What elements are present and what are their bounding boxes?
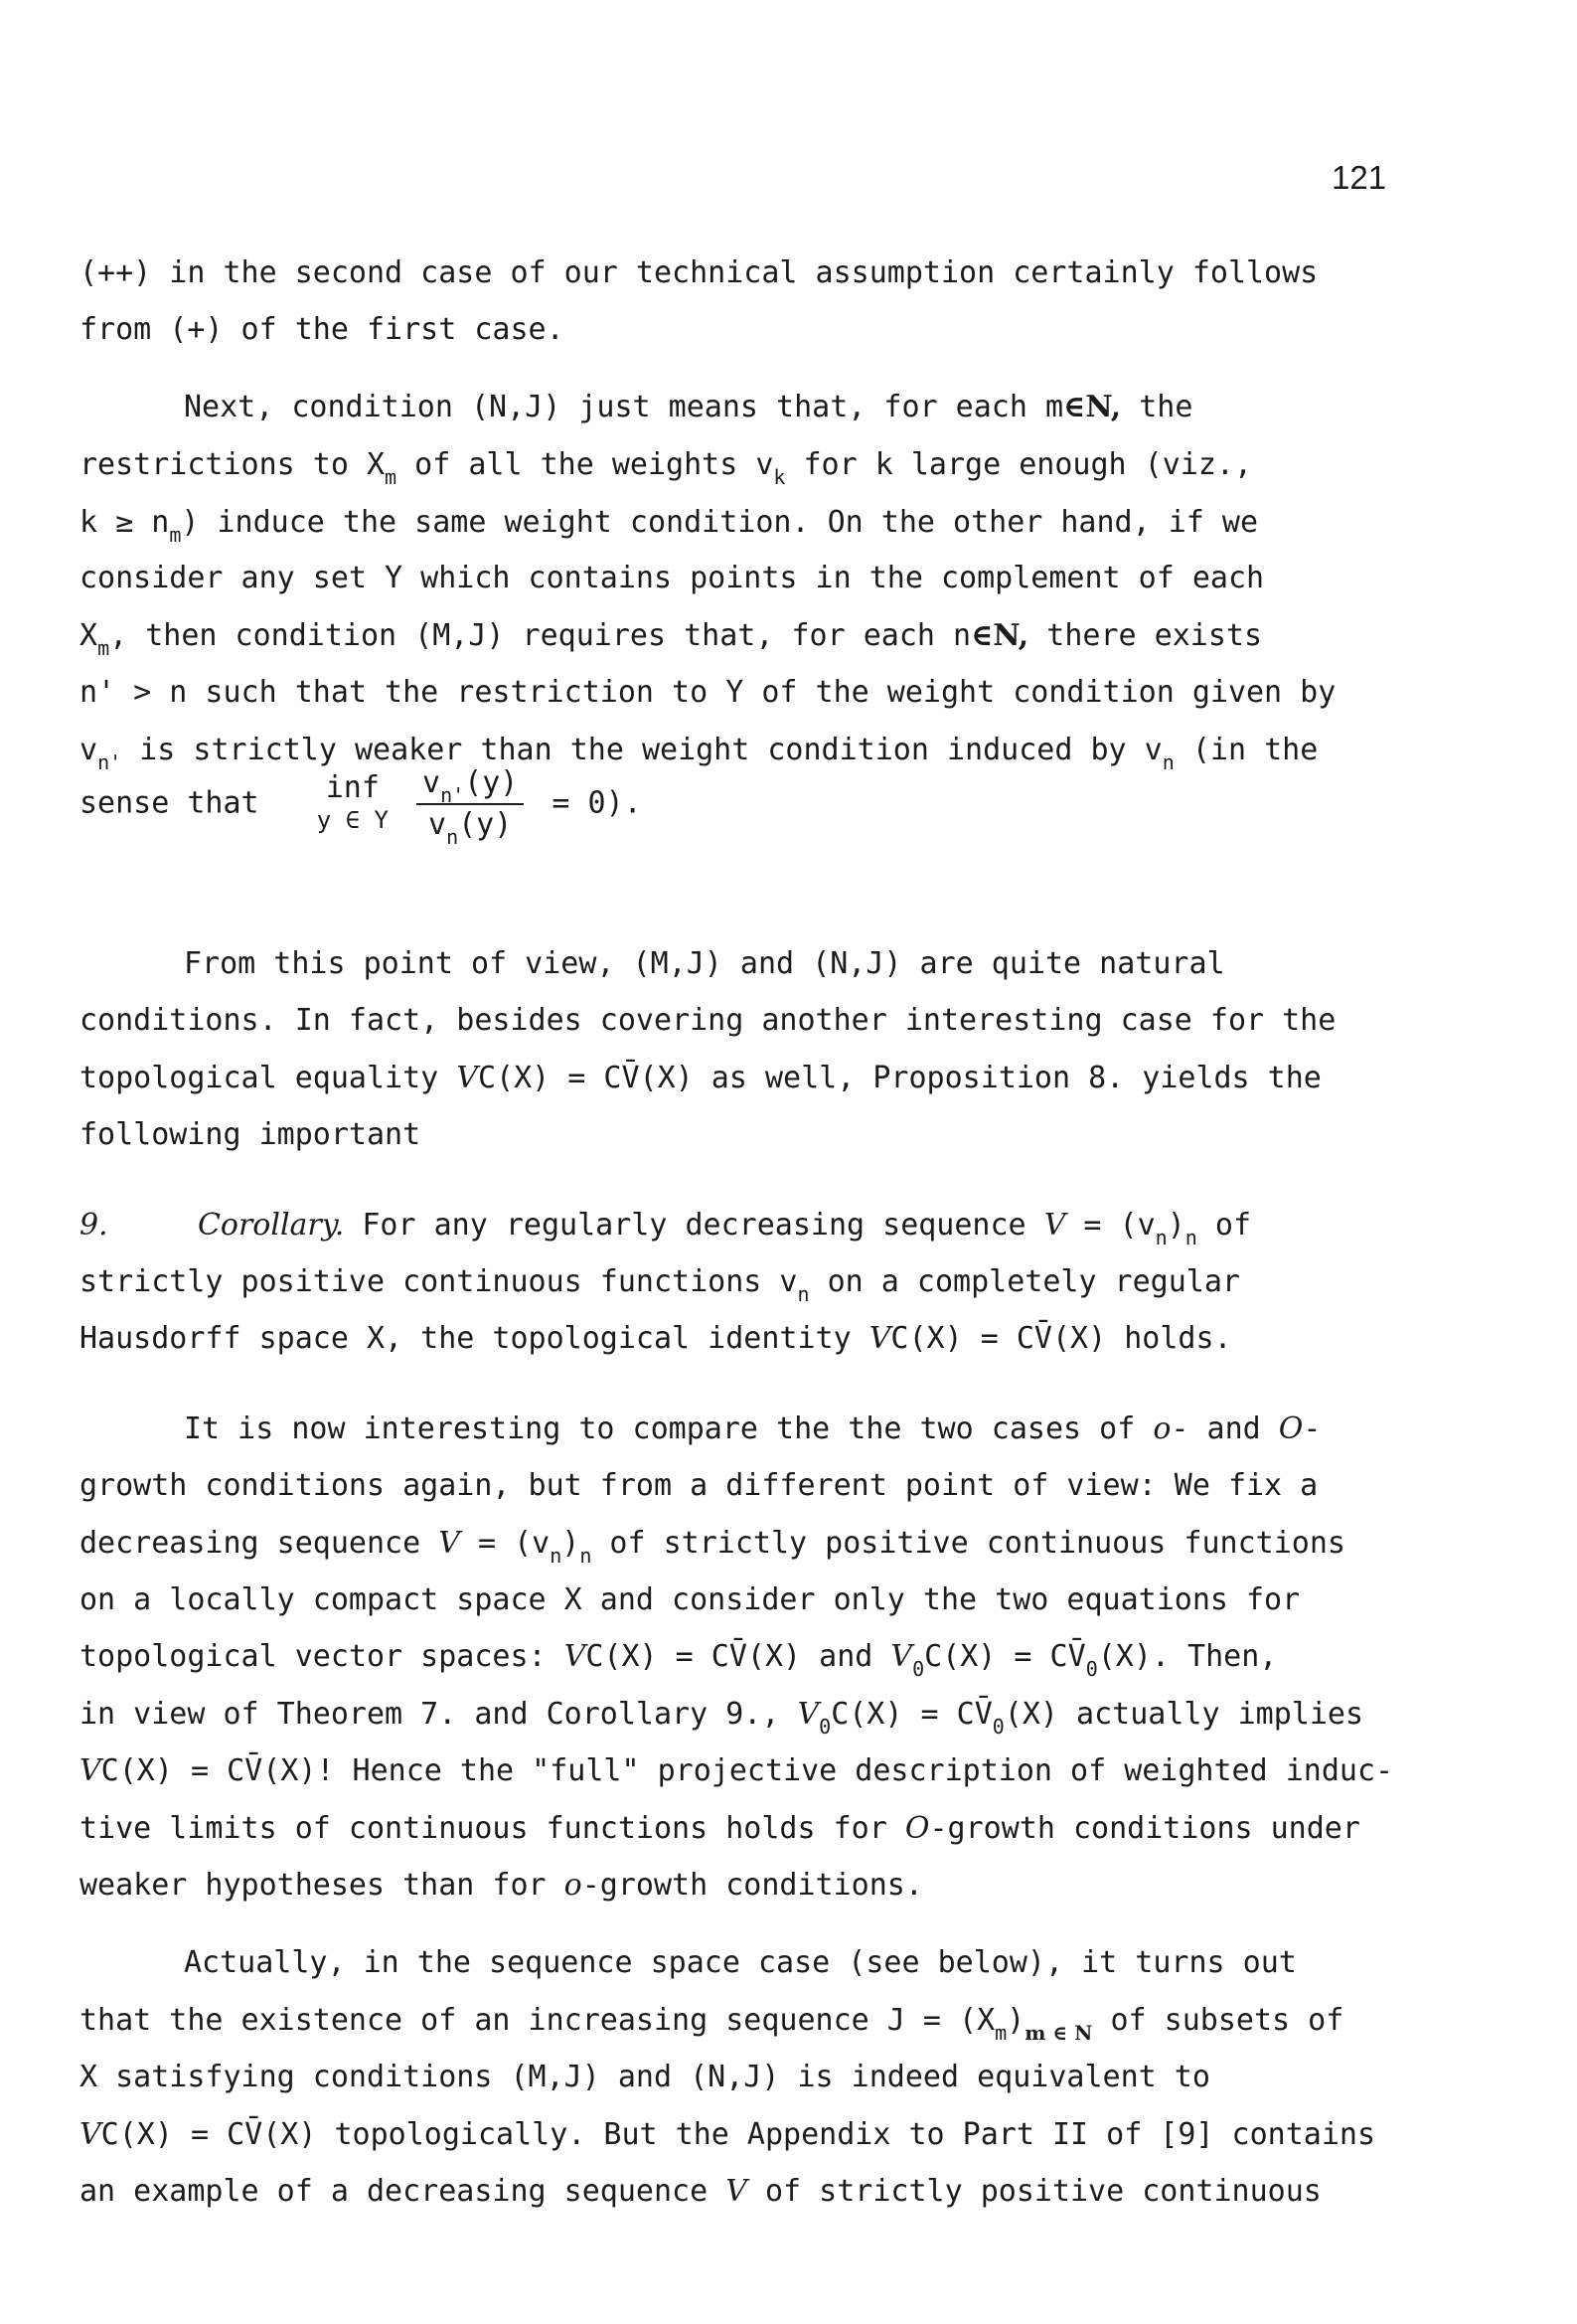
- corollary-line-1: 9. Corollary. For any regularly decreasing sequence $V = (v_n)_n$ of: [79, 1208, 1252, 1249]
- p3-line-1: From this point of view, (M,J) and (N,J) are quite natural: [184, 946, 1225, 981]
- p1-line-2: from (+) of the first case.: [79, 312, 564, 347]
- p3-line-3: topological equality VC(X) = CV̄(X) as well, Proposition 8. yields the: [79, 1061, 1322, 1095]
- p5-line-5: topological vector spaces: VC(X) = CV̄(X) and $V_0C(X)$ = $CV̄_0(X)$. Then,: [79, 1639, 1278, 1681]
- p2-line-3: $k \ge n_m$) induce the same weight condition. On the other hand, if we: [79, 505, 1259, 547]
- page-number: 121: [1332, 159, 1387, 196]
- inf-formula: [79, 765, 642, 849]
- p5-line-8: tive limits of continuous functions holds for O-growth conditions under: [79, 1811, 1360, 1846]
- corollary-number: 9.: [79, 1208, 108, 1243]
- corollary-title: Corollary.: [197, 1208, 345, 1243]
- p2-line-2: restrictions to $X_m$ of all the weights $v_k$ for k large enough (viz.,: [79, 447, 1253, 489]
- p6-line-5: an example of a decreasing sequence V of strictly positive continuous: [79, 2174, 1322, 2209]
- fraction-denominator: $v_n(y)$: [428, 807, 513, 849]
- p2-line-6: n' > n such that the restriction to Y of the weight condition given by: [79, 675, 1337, 710]
- fraction-numerator: $v_{n'}(y)$: [416, 765, 524, 805]
- p3-line-2: conditions. In fact, besides covering another interesting case for the: [79, 1003, 1337, 1038]
- p2-line-7: $v_{n'}$ is strictly weaker than the weight condition induced by $v_n$ (in the: [79, 733, 1319, 774]
- p5-line-3: decreasing sequence $V = (v_n)_n$ of strictly positive continuous functions: [79, 1526, 1345, 1568]
- inf-operator: inf y ∈ Y: [316, 770, 389, 834]
- p5-line-9: weaker hypotheses than for o-growth conditions.: [79, 1868, 923, 1903]
- p5-line-7: VC(X) = CV̄(X)! Hence the "full" projective description of weighted induc-: [79, 1753, 1394, 1788]
- p3-line-4: following important: [79, 1117, 421, 1152]
- sense-that-label: sense that: [79, 785, 259, 821]
- p2-line-1: Next, condition (N,J) just means that, for each m∈N, the: [184, 390, 1193, 424]
- corollary-line-3: Hausdorff space X, the topological identity VC(X) = CV̄(X) holds.: [79, 1321, 1232, 1356]
- fraction: [416, 765, 524, 849]
- p1-line-1: (++) in the second case of our technical assumption certainly follows: [79, 255, 1319, 290]
- p2-line-4: consider any set Y which contains points in the complement of each: [79, 561, 1265, 595]
- p6-line-4: VC(X) = CV̄(X) topologically. But the Appendix to Part II of [9] contains: [79, 2117, 1376, 2152]
- p6-line-2: that the existence of an increasing sequence $J = (X_m)_{m \in N}$ of subsets of: [79, 2003, 1344, 2045]
- p5-line-1: It is now interesting to compare the the two cases of o- and O-: [184, 1411, 1322, 1446]
- p2-line-5: $X_m$, then condition (M,J) requires that, for each n∈N, there exists: [79, 618, 1263, 660]
- formula-equals: = 0).: [552, 785, 642, 821]
- corollary-line-2: strictly positive continuous functions $v_n$ on a completely regular: [79, 1264, 1240, 1306]
- p6-line-3: X satisfying conditions (M,J) and (N,J) is indeed equivalent to: [79, 2060, 1210, 2094]
- p5-line-2: growth conditions again, but from a different point of view: We fix a: [79, 1468, 1319, 1503]
- p6-line-1: Actually, in the sequence space case (see below), it turns out: [184, 1945, 1297, 1980]
- p5-line-6: in view of Theorem 7. and Corollary 9., $V_0C(X)$ = $CV̄_0(X)$ actually implies: [79, 1697, 1364, 1739]
- p5-line-4: on a locally compact space X and consider only the two equations for: [79, 1582, 1301, 1617]
